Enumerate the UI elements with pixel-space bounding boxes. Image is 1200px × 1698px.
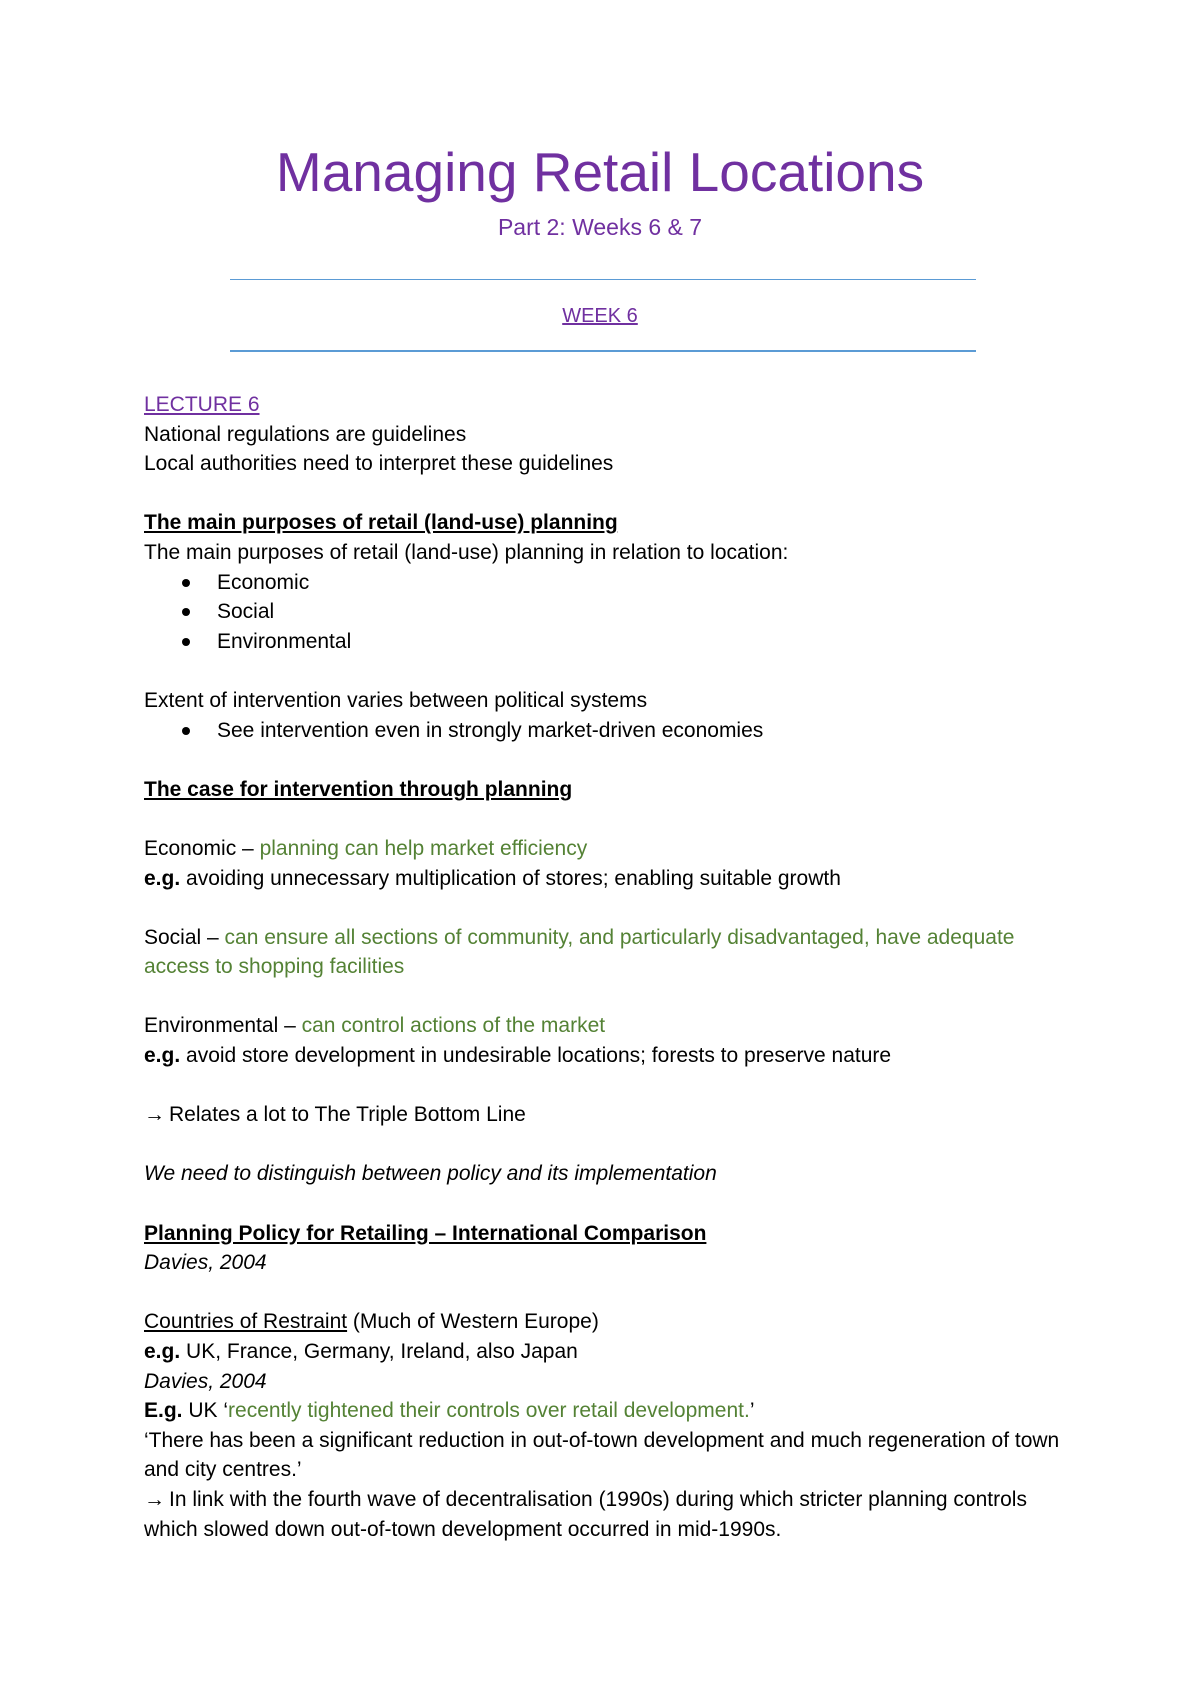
policy-citation: Davies, 2004	[144, 1251, 267, 1275]
spacer	[144, 479, 1064, 509]
purposes-heading: The main purposes of retail (land-use) planning	[144, 511, 618, 535]
list-item-text: Social	[217, 600, 275, 624]
week-heading: WEEK 6	[562, 305, 638, 327]
spacer	[144, 1278, 1064, 1308]
list-item	[144, 568, 1064, 598]
social-line	[144, 923, 1064, 982]
spacer	[144, 656, 1064, 686]
restraint-citation: Davies, 2004	[144, 1369, 267, 1393]
restraint-suffix: (Much of Western Europe)	[347, 1310, 599, 1334]
restraint-line	[144, 1307, 1064, 1337]
list-item-text: Environmental	[217, 629, 352, 653]
economic-text: planning can help market efficiency	[259, 836, 588, 860]
spacer	[144, 1071, 1064, 1101]
environmental-label: Environmental –	[144, 1014, 302, 1038]
decentralisation-line	[144, 1485, 1064, 1544]
environmental-line	[144, 1011, 1064, 1041]
bottom-divider	[230, 350, 976, 352]
regeneration-quote: ‘There has been a significant reduction in out-of-town development and much regeneration of town and city centres.’	[144, 1428, 1060, 1482]
decentralisation-text: In link with the fourth wave of decentralisation (1990s) during which stricter planning controls which slowed down out-of-town development occurred in mid-1990s.	[144, 1487, 1027, 1541]
economic-line	[144, 834, 1064, 864]
social-label: Social –	[144, 925, 225, 949]
eg-text: avoid store development in undesirable locations; forests to preserve nature	[180, 1044, 892, 1068]
bullet-icon	[182, 579, 190, 587]
lecture-line: National regulations are guidelines	[144, 422, 467, 446]
bullet-icon	[182, 638, 190, 646]
purposes-list	[144, 568, 1064, 657]
economic-label: Economic –	[144, 836, 260, 860]
economic-example	[144, 864, 1064, 894]
environmental-text: can control actions of the market	[301, 1014, 606, 1038]
list-item-text: Economic	[217, 570, 310, 594]
spacer	[144, 1189, 1064, 1219]
eg-label: e.g.	[144, 1340, 181, 1363]
document-subtitle: Part 2: Weeks 6 & 7	[497, 214, 703, 240]
list-item	[144, 597, 1064, 627]
list-item	[144, 716, 1064, 746]
social-text: can ensure all sections of community, and particularly disadvantaged, have adequate access to shopping facilities	[144, 925, 1015, 979]
list-item	[144, 627, 1064, 657]
spacer	[144, 1130, 1064, 1160]
eg-label: e.g.	[144, 1044, 181, 1068]
distinguish-note: We need to distinguish between policy and its implementation	[144, 1162, 717, 1186]
document-body	[144, 390, 1064, 1544]
list-item-text: See intervention even in strongly market-driven economies	[217, 718, 764, 742]
top-divider	[230, 279, 976, 280]
lecture-heading: LECTURE 6	[144, 393, 260, 416]
restraint-label: Countries of Restraint	[144, 1310, 348, 1334]
spacer	[144, 804, 1064, 834]
case-heading: The case for intervention through planning	[144, 777, 573, 801]
purposes-intro: The main purposes of retail (land-use) planning in relation to location:	[144, 540, 789, 564]
environmental-example	[144, 1041, 1064, 1071]
eg-text: UK, France, Germany, Ireland, also Japan	[180, 1340, 578, 1363]
intervention-line: Extent of intervention varies between political systems	[144, 688, 648, 712]
spacer	[144, 982, 1064, 1012]
triple-bottom-line	[144, 1100, 1064, 1130]
policy-heading: Planning Policy for Retailing – International Comparison	[144, 1221, 707, 1245]
uk-prefix: UK ‘	[182, 1399, 229, 1423]
uk-quote-line	[144, 1396, 1064, 1426]
tbl-text: Relates a lot to The Triple Bottom Line	[169, 1103, 526, 1127]
bullet-icon	[182, 727, 190, 735]
arrow-right-icon: →	[144, 1103, 165, 1127]
eg-text: avoiding unnecessary multiplication of stores; enabling suitable growth	[180, 866, 841, 890]
lecture-line: Local authorities need to interpret these guidelines	[144, 452, 614, 476]
intervention-list	[144, 716, 1064, 746]
arrow-right-icon: →	[144, 1487, 165, 1511]
restraint-example	[144, 1337, 1064, 1367]
spacer	[144, 745, 1064, 775]
uk-suffix: ’	[749, 1399, 755, 1423]
document-title: Managing Retail Locations	[275, 141, 925, 203]
eg-label: e.g.	[144, 866, 181, 890]
uk-quote: recently tightened their controls over retail development.	[228, 1399, 750, 1423]
bullet-icon	[182, 608, 190, 616]
spacer	[144, 893, 1064, 923]
eg-label: E.g.	[144, 1399, 183, 1423]
